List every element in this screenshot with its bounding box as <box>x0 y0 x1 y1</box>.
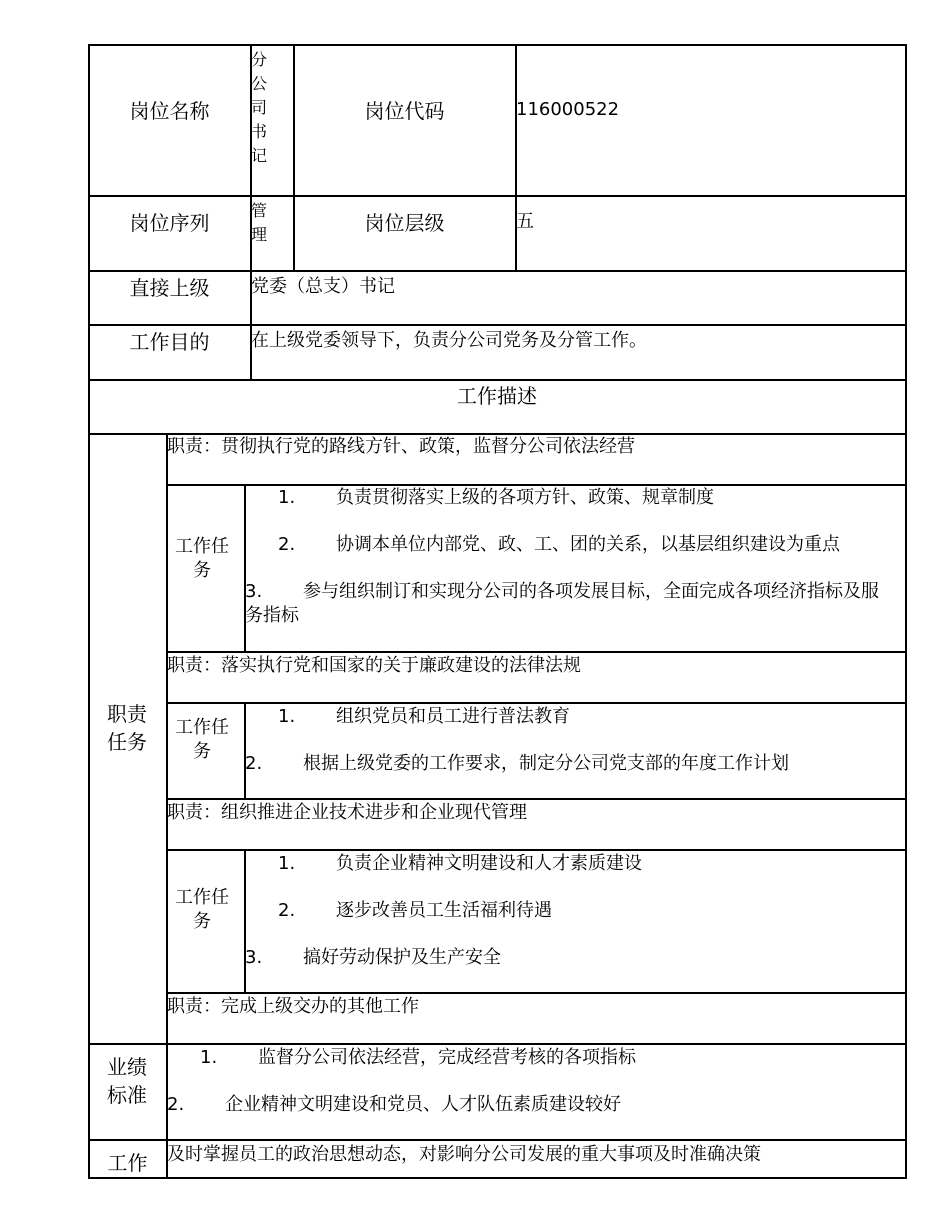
position-level-value: 五 <box>516 211 534 232</box>
duty-title: 职责：组织推进企业技术进步和企业现代管理 <box>167 802 527 823</box>
performance-text: 监督分公司依法经营，完成经营考核的各项指标 <box>258 1047 636 1068</box>
task-text: 根据上级党委的工作要求，制定分公司党支部的年度工作计划 <box>303 753 789 774</box>
rule <box>905 44 907 1178</box>
position-level-label: 岗位层级 <box>364 211 445 235</box>
rule <box>88 433 907 435</box>
rule <box>166 798 907 800</box>
performance-text: 企业精神文明建设和党员、人才队伍素质建设较好 <box>225 1094 621 1115</box>
rule <box>88 1177 907 1179</box>
position-name-label: 岗位名称 <box>129 99 210 123</box>
position-name-value: 分公司书记 <box>251 50 268 165</box>
task-number: 1. <box>278 487 296 508</box>
position-series-value: 管理 <box>251 201 268 244</box>
work-description-title: 工作描述 <box>457 384 537 408</box>
task-text: 参与组织制订和实现分公司的各项发展目标，全面完成各项经济指标及服务指标 <box>245 581 879 626</box>
work-purpose-label: 工作目的 <box>129 330 210 354</box>
task-label: 工作任务 <box>175 536 229 581</box>
performance-number: 1. <box>200 1047 218 1068</box>
rule <box>515 44 517 271</box>
rule <box>88 1139 907 1141</box>
rule <box>88 195 907 197</box>
task-number: 3. <box>245 947 263 968</box>
task-text: 负责企业精神文明建设和人才素质建设 <box>336 853 642 874</box>
rule <box>166 849 907 851</box>
rule <box>166 702 907 704</box>
rule <box>244 702 246 799</box>
direct-superior-label: 直接上级 <box>129 276 210 300</box>
performance-number: 2. <box>167 1094 185 1115</box>
position-series-label: 岗位序列 <box>129 211 210 235</box>
rule <box>88 1043 907 1045</box>
rule <box>244 849 246 993</box>
task-number: 2. <box>278 534 296 555</box>
task-label: 工作任务 <box>175 717 229 762</box>
rule <box>88 270 907 272</box>
rule <box>166 651 907 653</box>
task-text: 协调本单位内部党、政、工、团的关系，以基层组织建设为重点 <box>336 534 840 555</box>
task-number: 2. <box>278 900 296 921</box>
task-number: 1. <box>278 706 296 727</box>
work-label: 工作 <box>107 1151 148 1175</box>
rule <box>88 324 907 326</box>
task-text: 搞好劳动保护及生产安全 <box>303 947 501 968</box>
task-text: 负责贯彻落实上级的各项方针、政策、规章制度 <box>336 487 714 508</box>
task-text: 逐步改善员工生活福利待遇 <box>336 900 552 921</box>
direct-superior-value: 党委（总支）书记 <box>251 276 395 297</box>
duties-label: 职责任务 <box>107 702 147 754</box>
work-text: 及时掌握员工的政治思想动态，对影响分公司发展的重大事项及时准确决策 <box>167 1144 761 1165</box>
position-code-value: 116000522 <box>516 99 620 120</box>
work-purpose-value: 在上级党委领导下，负责分公司党务及分管工作。 <box>251 330 647 351</box>
task-number: 3. <box>245 581 263 602</box>
rule <box>88 44 907 46</box>
duty-title: 职责：完成上级交办的其他工作 <box>167 996 419 1017</box>
duty-title: 职责：落实执行党和国家的关于廉政建设的法律法规 <box>167 655 581 676</box>
duty-title: 职责：贯彻执行党的路线方针、政策，监督分公司依法经营 <box>167 436 635 457</box>
rule <box>166 992 907 994</box>
position-code-label: 岗位代码 <box>364 99 445 123</box>
performance-label: 业绩标准 <box>107 1055 147 1107</box>
rule <box>88 379 907 381</box>
rule <box>293 44 295 271</box>
task-number: 1. <box>278 853 296 874</box>
task-number: 2. <box>245 753 263 774</box>
task-label: 工作任务 <box>175 887 229 932</box>
task-text: 组织党员和员工进行普法教育 <box>336 706 570 727</box>
rule <box>166 484 907 486</box>
